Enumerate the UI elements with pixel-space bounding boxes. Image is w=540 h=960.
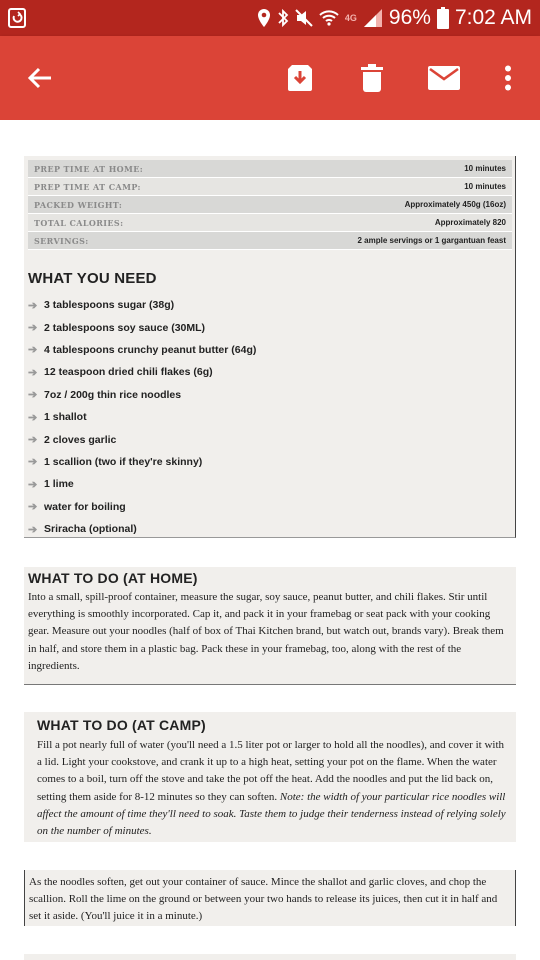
at-camp-text: [37, 737, 507, 840]
ingredient-text: 1 scallion (two if they're skinny): [44, 455, 203, 468]
battery-percent: 96%: [388, 6, 431, 29]
info-row: [28, 178, 512, 196]
mail-icon: [428, 66, 460, 90]
bullet-arrow-icon: ➔: [28, 366, 38, 379]
at-camp-heading: WHAT TO DO (AT CAMP): [37, 717, 206, 733]
bluetooth-icon: [277, 8, 289, 28]
ingredient-text: 4 tablespoons crunchy peanut butter (64g): [44, 343, 257, 356]
network-type-label: 4G: [344, 13, 357, 23]
bullet-arrow-icon: ➔: [28, 478, 38, 491]
wifi-icon: [319, 9, 339, 27]
next-card-stub: [24, 954, 516, 960]
clock: 7:02 AM: [454, 6, 532, 29]
status-icons: [257, 0, 532, 36]
recipe-info-card: [24, 156, 516, 538]
list-item: [28, 339, 498, 361]
bullet-arrow-icon: ➔: [28, 456, 38, 469]
at-camp-body: Fill a pot nearly full of water (you'll need a 1.5 liter pot or larger to hold all the noodles), and cover it with a lid. Light your cookstove, and crank it up to a high heat, setting your pot on the flame. When the water comes to a boil, turn off the stove and take the pot off the heat. Add the noodles and put the lid back on, setting them aside for 8-12 minutes so they can soften.: [37, 739, 505, 803]
list-item: [28, 451, 498, 473]
bullet-arrow-icon: ➔: [28, 344, 38, 357]
more-options-button[interactable]: [488, 58, 528, 98]
list-item: [28, 294, 498, 316]
screenshot-notification-icon: [8, 8, 26, 28]
info-label: SERVINGS:: [34, 235, 89, 246]
info-label: PACKED WEIGHT:: [34, 199, 123, 210]
at-camp-note: Note: the width of your particular rice noodles will affect the amount of time they'll need to soak. Taste them to judge their tenderness instead of relying solely on the number of minutes.: [37, 790, 506, 838]
list-item: [28, 406, 498, 428]
list-item: [28, 518, 498, 540]
ingredient-text: 1 shallot: [44, 411, 87, 424]
list-item: [28, 496, 498, 518]
info-value: 10 minutes: [464, 182, 506, 191]
email-body[interactable]: [0, 120, 540, 960]
archive-button[interactable]: [280, 58, 320, 98]
back-button[interactable]: [20, 58, 60, 98]
info-value: Approximately 820: [434, 218, 506, 227]
ingredients-heading: WHAT YOU NEED: [28, 270, 157, 287]
ingredients-list: [28, 294, 498, 540]
delete-button[interactable]: [352, 58, 392, 98]
bullet-arrow-icon: ➔: [28, 322, 38, 335]
info-label: TOTAL CALORIES:: [34, 217, 124, 228]
trash-icon: [361, 64, 383, 92]
ingredient-text: 3 tablespoons sugar (38g): [44, 299, 175, 312]
mute-icon: [295, 8, 313, 28]
info-value: 10 minutes: [464, 164, 506, 173]
more-vert-icon: [504, 65, 512, 91]
info-value: Approximately 450g (16oz): [404, 200, 506, 209]
ingredient-text: 1 lime: [44, 478, 74, 491]
at-home-card: [24, 567, 516, 685]
mark-unread-button[interactable]: [424, 58, 464, 98]
arrow-left-icon: [27, 66, 53, 90]
bullet-arrow-icon: ➔: [28, 389, 38, 402]
bullet-arrow-icon: ➔: [28, 501, 38, 514]
info-row: [28, 232, 512, 250]
ingredient-text: 12 teaspoon dried chili flakes (6g): [44, 366, 213, 379]
ingredient-text: 2 cloves garlic: [44, 433, 117, 446]
ingredient-text: water for boiling: [44, 500, 126, 513]
at-camp-card: [24, 712, 516, 842]
signal-icon: [363, 8, 383, 28]
info-label: PREP TIME AT HOME:: [34, 163, 144, 174]
ingredient-text: Sriracha (optional): [44, 523, 137, 536]
next-step-text: As the noodles soften, get out your container of sauce. Mince the shallot and garlic cloves, and chop the scallion. Roll the lime on the ground or between your two hands to release its juices, then cut it in half and set it aside. (You'll juice it in a minute.): [29, 876, 498, 923]
archive-icon: [286, 65, 314, 91]
info-row: [28, 160, 512, 178]
bullet-arrow-icon: ➔: [28, 411, 38, 424]
recipe-info-table: [28, 160, 512, 250]
info-label: PREP TIME AT CAMP:: [34, 181, 141, 192]
info-row: [28, 196, 512, 214]
list-item: [28, 361, 498, 383]
list-item: [28, 384, 498, 406]
ingredient-text: 2 tablespoons soy sauce (30ML): [44, 321, 206, 334]
bullet-arrow-icon: ➔: [28, 299, 38, 312]
list-item: [28, 316, 498, 338]
bullet-arrow-icon: ➔: [28, 523, 38, 536]
at-home-text: Into a small, spill-proof container, measure the sugar, soy sauce, peanut butter, and chili flakes. Stir until everything is smoothly incorporated. Cap it, and pack it in your framebag or seat pack with your cooking gear. Measure out your noodles (half of box of Thai Kitchen brand, but watch out, brands vary). Break them in half, and store them in a plastic bag. Pack these in your framebag, too, along with the rest of the ingredients.: [28, 591, 504, 672]
info-value: 2 ample servings or 1 gargantuan feast: [357, 236, 506, 245]
list-item: [28, 473, 498, 495]
battery-icon: [437, 7, 449, 29]
next-step-card: [24, 870, 516, 926]
list-item: [28, 428, 498, 450]
at-home-heading: WHAT TO DO (AT HOME): [28, 570, 198, 586]
info-row: [28, 214, 512, 232]
ingredient-text: 7oz / 200g thin rice noodles: [44, 388, 182, 401]
app-bar: [0, 36, 540, 120]
status-bar: [0, 0, 540, 36]
location-icon: [257, 8, 271, 28]
bullet-arrow-icon: ➔: [28, 434, 38, 447]
